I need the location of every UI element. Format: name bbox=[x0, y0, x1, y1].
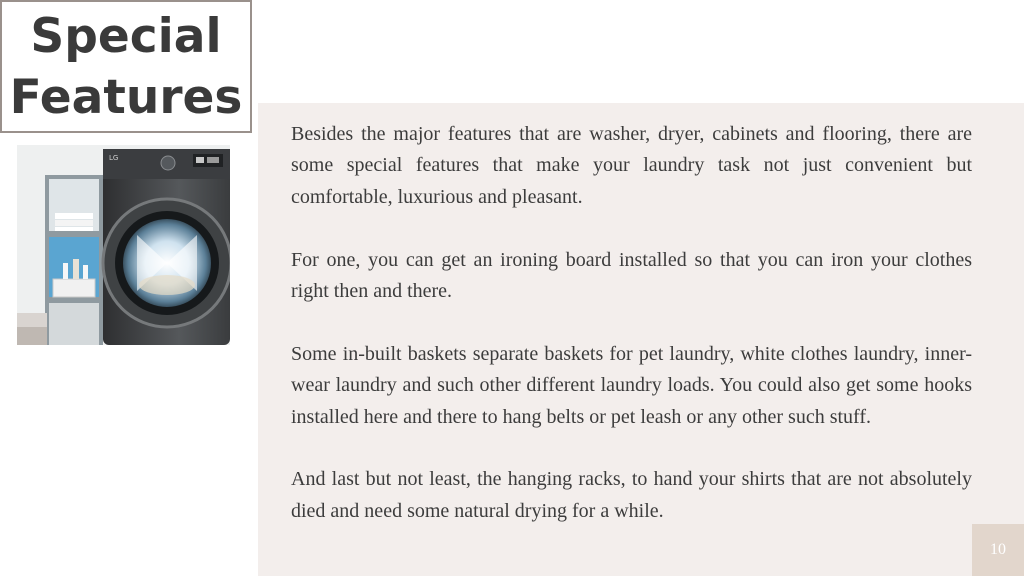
washing-machine-photo bbox=[17, 145, 230, 345]
title-box bbox=[0, 0, 252, 133]
brand-logo: LG bbox=[109, 154, 119, 162]
paragraph-2: For one, you can get an ironing board installed so that you can iron your clothes right then and there. bbox=[291, 248, 972, 303]
page-number: 10 bbox=[972, 524, 1024, 576]
body-text bbox=[291, 119, 972, 527]
paragraph-3: Some in-built baskets separate baskets for pet laundry, white clothes laundry, inner-wear laundry and such other different laundry loads. You could also get some hooks installed here and there to hang belts or pet leash or any other such stuff. bbox=[291, 342, 972, 428]
washing-machine-image bbox=[17, 145, 230, 345]
paragraph-4: And last but not least, the hanging racks, to hand your shirts that are not absolutely died and need some natural drying for a while. bbox=[291, 468, 972, 522]
slide-title: Special Features bbox=[9, 8, 243, 125]
paragraph-1: Besides the major features that are washer, dryer, cabinets and flooring, there are some special features that make your laundry task not just convenient but comfortable, luxurious and pleasant. bbox=[291, 123, 972, 208]
content-panel bbox=[258, 103, 1024, 576]
